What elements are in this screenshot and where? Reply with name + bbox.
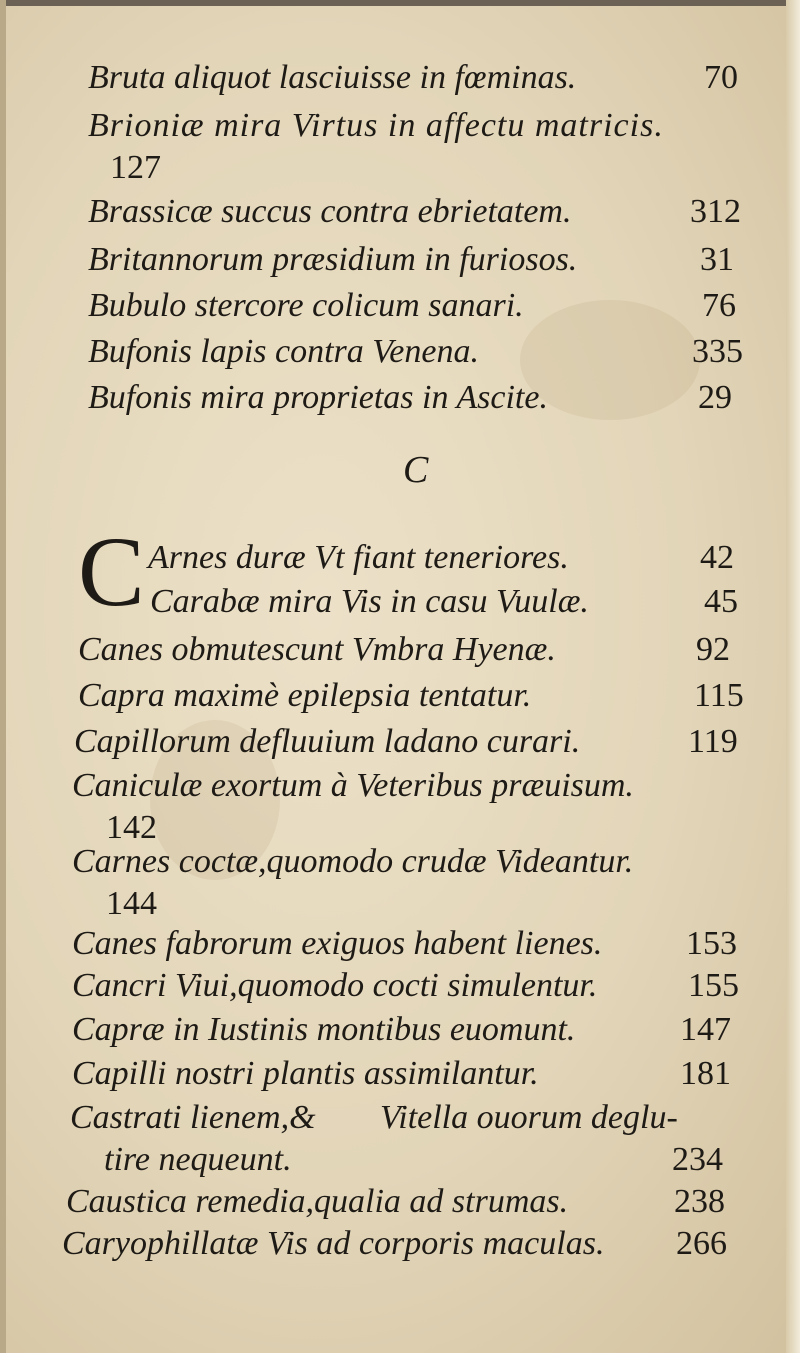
entry-page-number: 42	[700, 539, 734, 576]
entry-text: Carabæ mira Vis in casu Vuulæ.	[150, 583, 589, 620]
entry-text: Brioniæ mira Virtus in affectu matricis.	[88, 107, 664, 144]
entry-page-number: 155	[688, 967, 739, 1004]
entry-text: Canes obmutescunt Vmbra Hyenæ.	[78, 631, 556, 668]
entry-text: Bruta aliquot lasciuisse in fœminas.	[88, 59, 577, 96]
entry-page-number: 45	[704, 583, 738, 620]
entry-text: Bubulo stercore colicum sanari.	[88, 287, 524, 324]
page-top-edge	[0, 0, 800, 6]
entry-text-continued: Vitella ouorum deglu-	[380, 1099, 678, 1136]
entry-text: Caustica remedia,qualia ad strumas.	[66, 1183, 569, 1220]
entry-text: Britannorum præsidium in furiosos.	[88, 241, 578, 278]
entry-page-number: 29	[698, 379, 732, 416]
entry-page-number: 147	[680, 1011, 731, 1048]
entry-page-number: 119	[688, 723, 738, 760]
section-heading: C	[403, 449, 429, 491]
entry-text: Cancri Viui,quomodo cocti simulentur.	[72, 967, 598, 1004]
entry-text: Capra maximè epilepsia tentatur.	[78, 677, 532, 714]
entry-page-number: 31	[700, 241, 734, 278]
entry-page-number: 70	[704, 59, 738, 96]
entry-page-number: 142	[106, 809, 157, 846]
entry-page-number: 335	[692, 333, 743, 370]
entry-text: Carnes coctæ,quomodo crudæ Videantur.	[72, 843, 634, 880]
entry-page-number: 153	[686, 925, 737, 962]
entry-page-number: 144	[106, 885, 157, 922]
entry-page-number: 115	[694, 677, 744, 714]
entry-text: Capræ in Iustinis montibus euomunt.	[72, 1011, 576, 1048]
page-right-edge	[786, 0, 800, 1353]
entry-text: Bufonis mira proprietas in Ascite.	[88, 379, 548, 416]
entry-page-number: 127	[110, 149, 161, 186]
entry-page-number: 238	[674, 1183, 725, 1220]
entry-text: Capillorum defluuium ladano curari.	[74, 723, 581, 760]
page-left-edge	[0, 0, 6, 1353]
entry-text: Bufonis lapis contra Venena.	[88, 333, 479, 370]
drop-cap: C	[78, 516, 145, 627]
entry-page-number: 312	[690, 193, 741, 230]
entry-page-number: 76	[702, 287, 736, 324]
entry-text: Castrati lienem,&	[70, 1099, 316, 1136]
entry-text: Canes fabrorum exiguos habent lienes.	[72, 925, 603, 962]
entry-text: Arnes duræ Vt fiant teneriores.	[148, 539, 569, 576]
entry-text: Caryophillatæ Vis ad corporis maculas.	[62, 1225, 605, 1262]
entry-text: Brassicæ succus contra ebrietatem.	[88, 193, 572, 230]
entry-page-number: 181	[680, 1055, 731, 1092]
entry-text: Caniculæ exortum à Veteribus præuisum.	[72, 767, 634, 804]
entry-page-number: 234	[672, 1141, 723, 1178]
entry-page-number: 92	[696, 631, 730, 668]
entry-text-continued: tire nequeunt.	[104, 1141, 292, 1178]
entry-text: Capilli nostri plantis assimilantur.	[72, 1055, 539, 1092]
entry-page-number: 266	[676, 1225, 727, 1262]
